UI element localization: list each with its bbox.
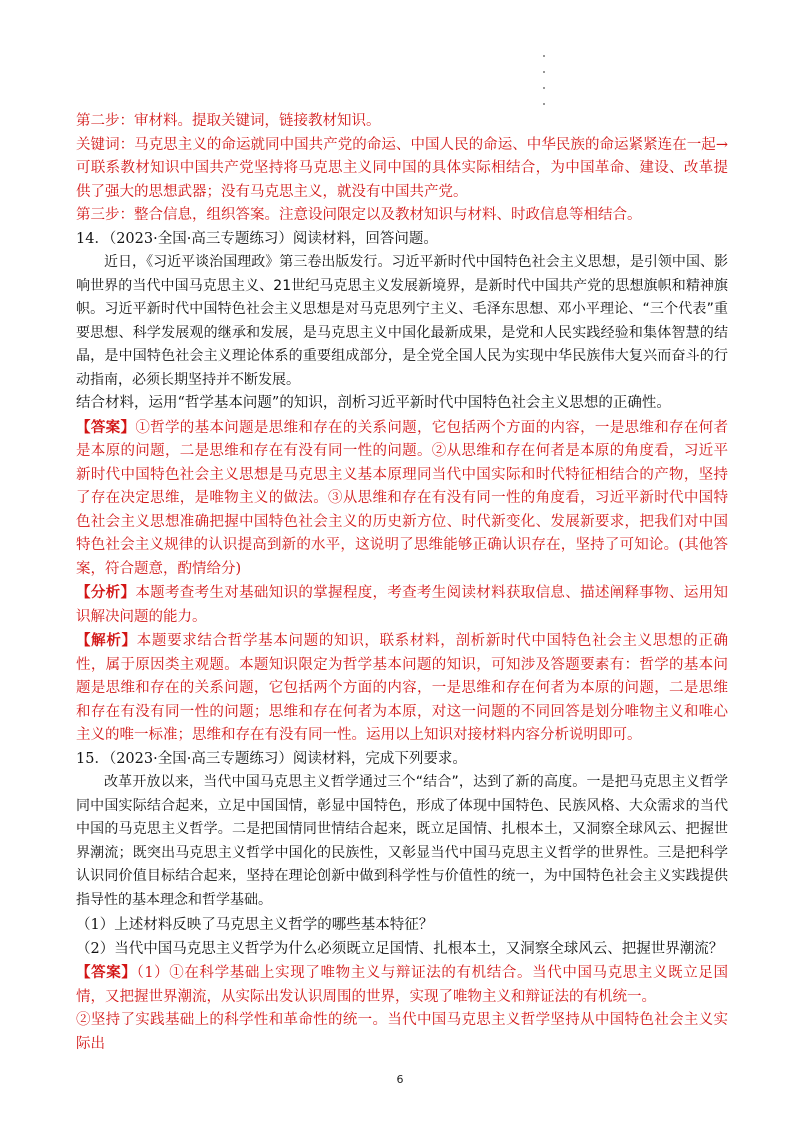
q15-sub2: （2）当代中国马克思主义哲学为什么必须既立足国情、扎根本土，又洞察全球风云、把握世界潮流？ [76, 940, 724, 957]
page-content [76, 110, 728, 1056]
q14-explain [76, 629, 728, 748]
q14-analysis-text: 本题考查考生对基础知识的掌握程度，考查考生阅读材料获取信息、描述阐释事物、运用知识解决问题的能力。 [76, 585, 729, 625]
q14-title: 14．（2023·全国·高三专题练习）阅读材料，回答问题。 [76, 230, 438, 247]
explain-tag: 【解析】 [76, 632, 137, 649]
q14-question: 结合材料，运用“哲学基本问题”的知识，剖析习近平新时代中国特色社会主义思想的正确性。 [76, 395, 671, 411]
q14-answer-text: ①哲学的基本问题是思维和存在的关系问题，它包括两个方面的内容，一是思维和存在何者是本原的问题，二是思维和存在有没有同一性的问题。②从思维和存在何者是本原的角度看，习近平新时代中国特色社会主义思想是马克思主义基本原理同当代中国实际和时代特征相结合的产物，坚持了存在决定思维，是唯物主义的做法。③从思维和存在有没有同一性的角度看，习近平新时代中国特色社会主义思想准确把握中国特色社会主义的历史新方位、时代新变化、发展新要求，把我们对中国特色社会主义规律的认识提高到新的水平，这说明了思维能够正确认识存在，坚持了可知论。(其他答案，符合题意，酌情给分) [76, 419, 729, 577]
step3-text: 第三步：整合信息，组织答案。注意设问限定以及教材知识与材料、时政信息等相结合。 [76, 207, 642, 223]
q14-material: 近日，《习近平谈治国理政》第三卷出版发行。习近平新时代中国特色社会主义思想，是引领中国、影响世界的当代中国马克思主义、21世纪马克思主义发展新境界，是新时代中国共产党的思想旗帜和精神旗帜。习近平新时代中国特色社会主义思想是对马克思列宁主义、毛泽东思想、邓小平理论、“三个代表”重要思想、科学发展观的继承和发展，是马克思主义中国化最新成果，是党和人民实践经验和集体智慧的结晶，是中国特色社会主义理论体系的重要组成部分，是全党全国人民为实现中华民族伟大复兴而奋斗的行动指南，必须长期坚持并不断发展。 [76, 254, 728, 388]
analysis-tag: 【分析】 [76, 584, 136, 601]
q14-explain-text: 本题要求结合哲学基本问题的知识，联系材料，剖析新时代中国特色社会主义思想的正确性，属于原因类主观题。本题知识限定为哲学基本问题的知识，可知涉及答题要素有：哲学的基本问题是思维和存在的关系问题，它包括两个方面的内容，一是思维和存在何者为本原的问题，二是思维和存在有没有同一性的问题；思维和存在何者为本原，对这一问题的不同回答是划分唯物主义和唯心主义的唯一标准；思维和存在有没有同一性。运用以上知识对接材料内容分析说明即可。 [76, 633, 729, 743]
q15-answer1-text: （1）①在科学基础上实现了唯物主义与辩证法的有机结合。当代中国马克思主义既立足国情，又把握世界潮流，从实际出发认识周围的世界，实现了唯物主义和辩证法的有机统一。 [76, 965, 728, 1005]
q15-material: 改革开放以来，当代中国马克思主义哲学通过三个“结合”，达到了新的高度。一是把马克思主义哲学同中国实际结合起来，立足中国国情，彰显中国特色，形成了体现中国特色、民族风格、大众需求的当代中国的马克思主义哲学。二是把国情同世情结合起来，既立足国情、扎根本土，又洞察全球风云、把握世界潮流；既突出马克思主义哲学中国化的民族性，又彰显当代中国马克思主义哲学的世界性。三是把科学认识同价值目标结合起来，坚持在理论创新中做到科学性与价值性的统一，为中国特色社会主义实践提供指导性的基本理念和哲学基础。 [76, 774, 728, 908]
answer-tag: 【答案】 [76, 418, 136, 436]
q15-answer2-text: ②坚持了实践基础上的科学性和革命性的统一。当代中国马克思主义哲学坚持从中国特色社会主义实际出 [76, 1012, 728, 1052]
answer-tag: 【答案】 [76, 964, 137, 981]
page-number: 6 [396, 1073, 404, 1086]
keywords-text: 关键词：马克思主义的命运就同中国共产党的命运、中国人民的命运、中华民族的命运紧紧连在一起→可联系教材知识中国共产党坚持将马克思主义同中国的具体实际相结合，为中国革命、建设、改革提供了强大的思想武器；没有马克思主义，就没有中国共产党。 [76, 136, 728, 200]
q15-sub1: （1）上述材料反映了马克思主义哲学的哪些基本特征？ [76, 917, 434, 933]
step2-text: 第二步：审材料。提取关键词，链接教材知识。 [76, 113, 381, 129]
q14-analysis [76, 581, 728, 629]
q15-title: 15．（2023·全国·高三专题练习）阅读材料，完成下列要求。 [76, 750, 467, 767]
q15-answer [76, 961, 728, 1009]
q14-answer [76, 416, 728, 582]
